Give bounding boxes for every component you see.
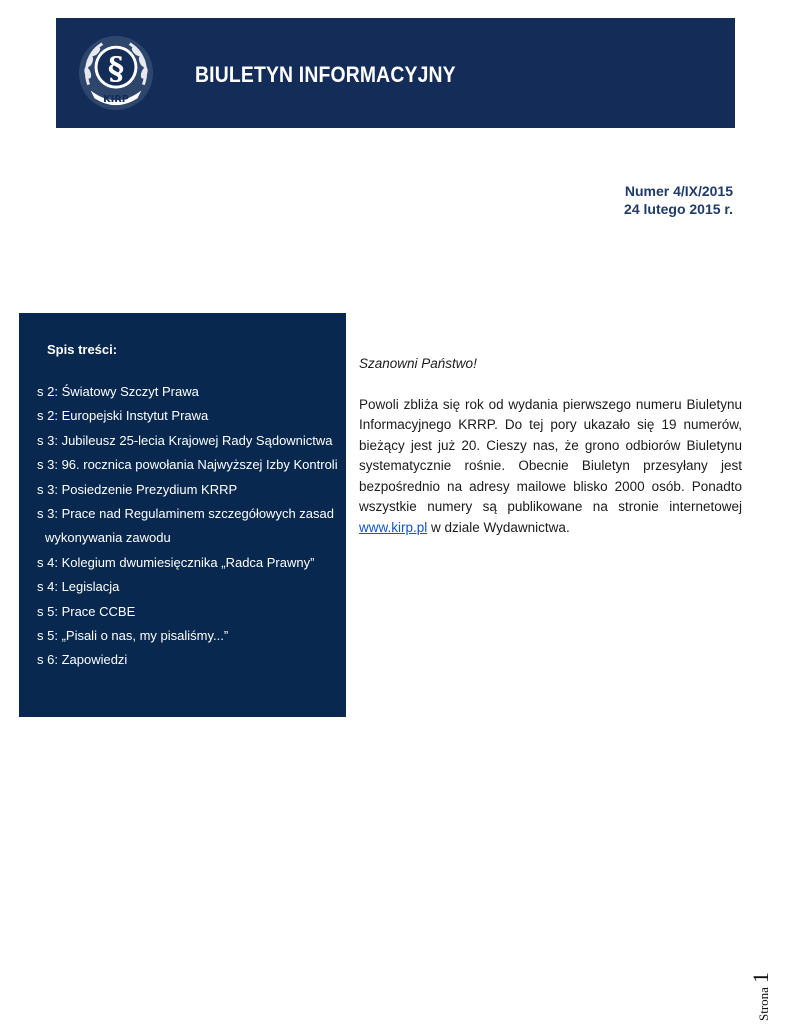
toc-item-continuation[interactable]: wykonywania zawodu <box>45 530 171 546</box>
toc-item[interactable]: s 4: Legislacja <box>37 579 120 595</box>
toc-list <box>37 380 338 673</box>
issue-meta <box>624 182 733 218</box>
header-banner <box>56 18 735 128</box>
toc-title: Spis treści: <box>47 342 118 357</box>
page-number: 1 <box>748 972 773 984</box>
editorial-letter <box>359 354 742 538</box>
toc-item[interactable]: s 3: Posiedzenie Prezydium KRRP <box>37 481 238 497</box>
logo-text: KIRP <box>103 94 129 106</box>
kirp-paragraph-seal-icon <box>77 34 155 112</box>
toc-item[interactable]: s 5: „Pisali o nas, my pisaliśmy...” <box>37 628 229 644</box>
toc-item[interactable]: s 2: Światowy Szczyt Prawa <box>37 384 199 399</box>
toc-item[interactable]: s 3: 96. rocznica powołania Najwyższej Izby Kontroli <box>37 457 338 473</box>
bulletin-title: BIULETYN INFORMACYJNY <box>195 62 456 87</box>
issue-date: 24 lutego 2015 r. <box>624 201 733 217</box>
toc-item[interactable]: s 5: Prace CCBE <box>37 603 136 619</box>
paragraph-symbol: § <box>107 50 125 87</box>
toc-item[interactable]: s 2: Europejski Instytut Prawa <box>37 408 209 424</box>
kirp-website-link[interactable]: www.kirp.pl <box>359 519 428 535</box>
letter-greeting: Szanowni Państwo! <box>359 356 477 371</box>
letter-body-text: Powoli zbliża się rok od wydania pierwszego numeru Biuletynu Informacyjnego KRRP. Do tej pory ukazało się 19 numerów, bieżący jest już 20. Cieszy nas, że grono odbiorów Biuletynu systematycznie rośnie. Obecnie Biuletyn przesyłany jest bezpośrednio na adresy mailowe blisko 2000 osób. Ponadto wszystkie numery są publikowane na stronie internetowej <box>359 396 742 514</box>
table-of-contents <box>19 313 346 717</box>
toc-item[interactable]: s 4: Kolegium dwumiesięcznika „Radca Prawny” <box>37 554 315 570</box>
toc-item[interactable]: s 3: Jubileusz 25-lecia Krajowej Rady Sądownictwa <box>37 432 333 448</box>
letter-body <box>359 395 742 539</box>
toc-item[interactable]: s 3: Prace nad Regulaminem szczegółowych zasad <box>37 506 334 522</box>
page-label: Strona <box>756 987 771 1021</box>
toc-item[interactable]: s 6: Zapowiedzi <box>37 652 128 668</box>
issue-number: Numer 4/IX/2015 <box>624 183 733 199</box>
letter-body-ending: w dziale Wydawnictwa. <box>427 519 570 535</box>
page-footer <box>748 955 788 1021</box>
